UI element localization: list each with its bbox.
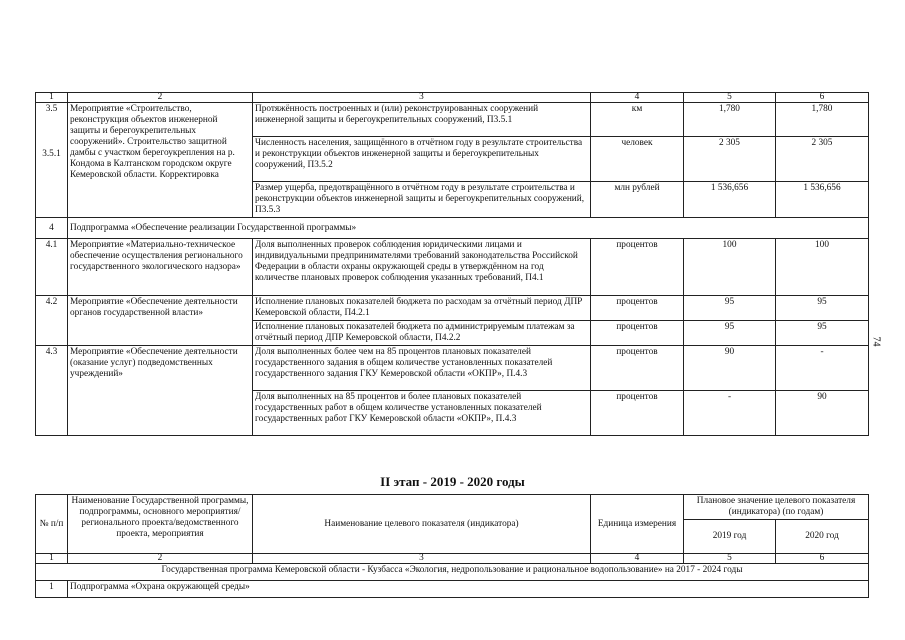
indicator-name: Размер ущерба, предотвращённого в отчётном году в результате строительства и реконструкции объектов инженерной защиты и берегоукрепительных сооружений, П3.5.3	[253, 182, 591, 218]
value-cell: 95	[776, 321, 869, 346]
unit-cell: человек	[591, 137, 684, 182]
table-row	[36, 346, 869, 391]
program-cell: Мероприятие «Обеспечение деятельности (оказание услуг) подведомственных учреждений»	[68, 346, 253, 436]
value-cell: 95	[684, 321, 776, 346]
header-unit: Единица измерения	[591, 495, 684, 554]
indicator-name: Доля выполненных на 85 процентов и более плановых показателей государственных работ в общем количестве установленных показателей государственных работ ГКУ Кемеровской области «ОКПР», П.4.3	[253, 391, 591, 436]
row-number: 3.5	[45, 104, 58, 114]
table-row	[36, 103, 869, 137]
header-indicator: Наименование целевого показателя (индикатора)	[253, 495, 591, 554]
col-num-1: 1	[36, 93, 68, 103]
value-cell: 95	[776, 296, 869, 321]
col-num-2: 2	[68, 93, 253, 103]
indicator-name: Численность населения, защищённого в отчётном году в результате строительства и реконструкции объектов инженерной защиты и берегоукрепительных сооружений, П3.5.2	[253, 137, 591, 182]
row-number: 1	[36, 581, 68, 598]
col-num-6: 6	[776, 554, 869, 564]
subprogram-row	[36, 581, 869, 598]
col-num-4: 4	[591, 93, 684, 103]
value-cell: -	[684, 391, 776, 436]
program-title: Государственная программа Кемеровской области - Кузбасса «Экология, недропользование и рациональное водопользование» на 2017 - 2024 годы	[36, 564, 869, 581]
program-cell: Мероприятие «Материально-техническое обеспечение осуществления регионального государственного экологического надзора»	[68, 239, 253, 296]
unit-cell: процентов	[591, 321, 684, 346]
row-number: 3.5.1	[42, 149, 61, 159]
indicators-table-stage1	[35, 92, 869, 436]
indicator-name: Протяжённость построенных и (или) реконструированных сооружений инженерной защиты и берегоукрепительных сооружений, П3.5.1	[253, 103, 591, 137]
unit-cell: км	[591, 103, 684, 137]
row-number: 4.3	[36, 346, 68, 436]
col-num-2: 2	[68, 554, 253, 564]
col-num-3: 3	[253, 93, 591, 103]
row-number: 4.2	[36, 296, 68, 346]
value-cell: 1,780	[776, 103, 869, 137]
header-2019: 2019 год	[684, 520, 776, 554]
indicators-table-stage2	[35, 494, 869, 598]
subprogram-title: Подпрограмма «Охрана окружающей среды»	[68, 581, 869, 598]
program-cell: Мероприятие «Строительство, реконструкция объектов инженерной защиты и берегоукрепительных сооружений». Строительство защитной дамбы с участком берегоукрепления на р. Кондома в Калтанском городском округе Кемеровской области. Корректировка	[68, 103, 253, 218]
subprogram-title: Подпрограмма «Обеспечение реализации Государственной программы»	[68, 218, 869, 239]
program-title-row	[36, 564, 869, 581]
unit-cell: процентов	[591, 346, 684, 391]
value-cell: 1,780	[684, 103, 776, 137]
col-num-4: 4	[591, 554, 684, 564]
indicator-name: Доля выполненных проверок соблюдения юридическими лицами и индивидуальными предпринимателями требований законодательства Российской Федерации в области охраны окружающей среды в утверждённом на год количестве плановых проверок соблюдения указанных требований, П4.1	[253, 239, 591, 296]
col-num-5: 5	[684, 554, 776, 564]
value-cell: 100	[776, 239, 869, 296]
stage-title: II этап - 2019 - 2020 годы	[380, 474, 525, 489]
row-number-3-5	[36, 103, 68, 218]
value-cell: 1 536,656	[776, 182, 869, 218]
subprogram-row	[36, 218, 869, 239]
program-cell: Мероприятие «Обеспечение деятельности органов государственной власти»	[68, 296, 253, 346]
value-cell: 90	[684, 346, 776, 391]
value-cell: 2 305	[776, 137, 869, 182]
value-cell: -	[776, 346, 869, 391]
value-cell: 90	[776, 391, 869, 436]
header-program: Наименование Государственной программы, подпрограммы, основного мероприятия/регионального проекта/ведомственного проекта, мероприятия	[68, 495, 253, 554]
value-cell: 95	[684, 296, 776, 321]
table-row	[36, 239, 869, 296]
value-cell: 2 305	[684, 137, 776, 182]
header-2020: 2020 год	[776, 520, 869, 554]
unit-cell: процентов	[591, 391, 684, 436]
header-plan: Плановое значение целевого показателя (индикатора) (по годам)	[684, 495, 869, 520]
indicator-name: Исполнение плановых показателей бюджета по расходам за отчётный период ДПР Кемеровской области, П4.2.1	[253, 296, 591, 321]
column-number-row	[36, 554, 869, 564]
row-number: 4	[36, 218, 68, 239]
header-row	[36, 495, 869, 520]
value-cell: 100	[684, 239, 776, 296]
unit-cell: процентов	[591, 296, 684, 321]
col-num-1: 1	[36, 554, 68, 564]
header-no: № п/п	[36, 495, 68, 554]
unit-cell: процентов	[591, 239, 684, 296]
column-number-row	[36, 93, 869, 103]
table-row	[36, 296, 869, 321]
unit-cell: млн рублей	[591, 182, 684, 218]
page-number: 74	[870, 336, 882, 347]
indicator-name: Доля выполненных более чем на 85 процентов плановых показателей государственного задания в общем количестве установленных показателей государственного задания ГКУ Кемеровской области «ОКПР», П.4.3	[253, 346, 591, 391]
col-num-3: 3	[253, 554, 591, 564]
indicator-name: Исполнение плановых показателей бюджета по администрируемым платежам за отчётный период ДПР Кемеровской области, П4.2.2	[253, 321, 591, 346]
col-num-6: 6	[776, 93, 869, 103]
col-num-5: 5	[684, 93, 776, 103]
row-number: 4.1	[36, 239, 68, 296]
value-cell: 1 536,656	[684, 182, 776, 218]
